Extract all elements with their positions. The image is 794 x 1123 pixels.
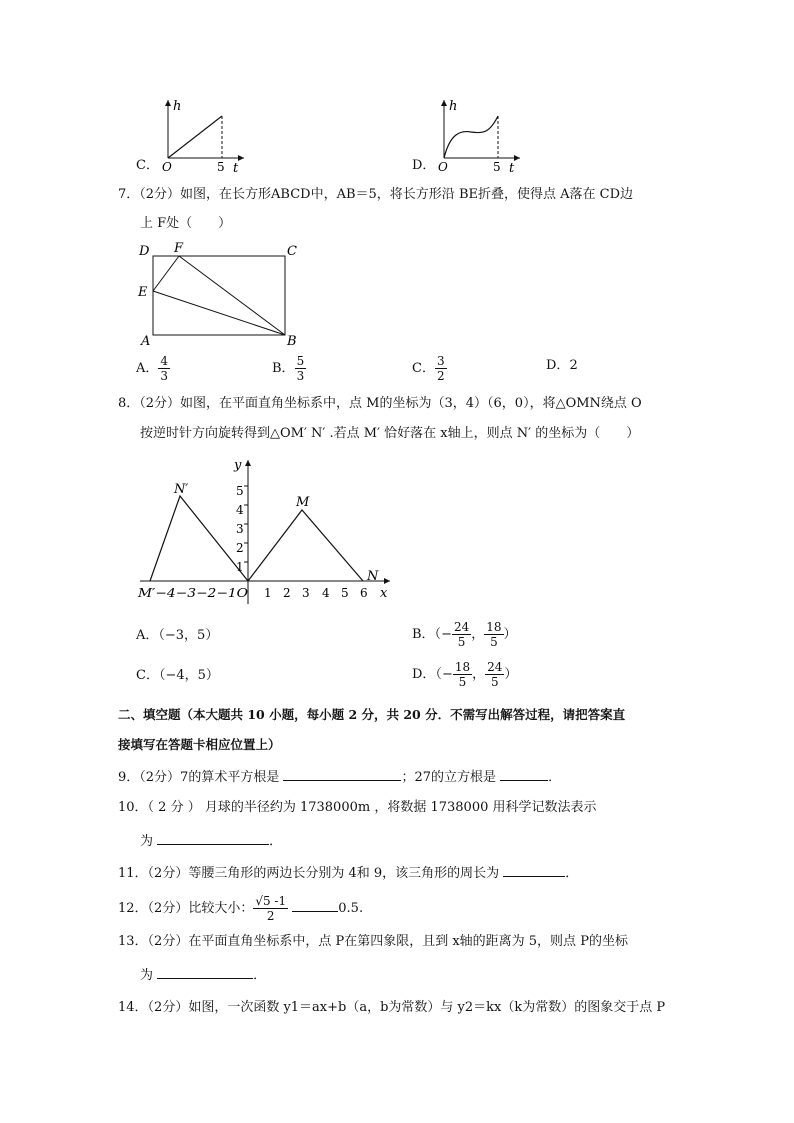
q6-option-d-label: D． [412, 158, 436, 173]
q12-blank[interactable] [292, 897, 338, 912]
q8-option-d: D．（− $\frac{18}{5}$ ， $\frac{24}{5}$ ） [412, 660, 518, 689]
q8-ytick-1: 1 [236, 560, 244, 574]
q8-option-b: B．（− $\frac{24}{5}$ ， $\frac{18}{5}$ ） [412, 620, 517, 649]
q7-option-d: D．2 [546, 358, 578, 373]
q8-xtick-4: 4 [322, 586, 330, 600]
q7-stem-line2: 上 F处（ ） [140, 216, 232, 231]
q13-line2: 为 ． [140, 964, 266, 986]
q7-label-e: E [138, 285, 148, 300]
q6c-tick: 5 [217, 160, 225, 174]
q6c-origin: O [162, 160, 172, 174]
q6d-x-label: t [509, 161, 515, 176]
q7-option-a: A． $\frac{4}{3}$ [136, 354, 169, 383]
q6d-y-label: h [449, 99, 458, 114]
q8-xtick-2: 2 [283, 586, 291, 600]
q10-blank[interactable] [157, 830, 269, 845]
q7-label-b: B [287, 334, 297, 348]
q8-label-n-prime: N′ [174, 482, 189, 497]
q14-line1: 14．（2分）如图，一次函数 y1＝ax+b（a，b为常数）与 y2＝kx（k为常数）的图象交于点 P [118, 1000, 666, 1015]
q10-line2: 为 ． [140, 830, 282, 852]
q8-coordinate-figure [130, 452, 400, 612]
q7-label-d: D [139, 244, 150, 259]
q8-stem-line2: 按逆时针方向旋转得到△OM′ N′ .若点 M′ 恰好落在 x轴上，则点 N′ 的坐标为（ ） [140, 426, 640, 441]
q9: 9．（2分）7的算术平方根是 ；27的立方根是 ． [118, 766, 561, 788]
q8-option-c: C．（−4，5） [136, 668, 219, 683]
q9-blank-2[interactable] [500, 766, 548, 781]
q7-rectangle-figure [134, 238, 304, 348]
q6d-tick: 5 [493, 160, 501, 174]
q8-xtick-6: 6 [360, 586, 368, 600]
q8-ytick-2: 2 [236, 541, 244, 555]
q8-xtick-1: 1 [264, 586, 272, 600]
q7-label-a: A [141, 334, 151, 348]
q7-label-c: C [287, 244, 297, 259]
q6d-origin: O [438, 160, 448, 174]
q11: 11．（2分）等腰三角形的两边长分别为 4和 9，该三角形的周长为 ． [118, 862, 578, 884]
q7-stem-line1: 7．（2分）如图，在长方形ABCD中，AB＝5，将长方形沿 BE折叠，使得点 A落在 CD边 [118, 187, 634, 202]
q11-blank[interactable] [503, 862, 565, 877]
section2-heading-line1: 二、填空题（本大题共 10 小题，每小题 2 分，共 20 分．不需写出解答过程，请把答案直 [118, 707, 626, 722]
q7-label-f: F [174, 241, 184, 256]
q8-ytick-3: 3 [236, 522, 244, 536]
section2-heading-line2: 接填写在答题卡相应位置上） [118, 737, 281, 752]
q6c-x-label: t [233, 161, 239, 176]
q6-graph-c [150, 96, 250, 176]
q6c-y-label: h [173, 99, 182, 114]
q8-ytick-5: 5 [236, 484, 244, 498]
q8-xtick-3: 3 [302, 586, 310, 600]
q8-xticks-negative: M′−4−3−2−1O [136, 586, 249, 600]
q8-x-label: x [380, 586, 388, 601]
q10-line1: 10．（ 2 分 ） 月球的半径约为 1738000m ，将数据 1738000 用科学记数法表示 [118, 800, 597, 815]
q6-graph-d [426, 96, 526, 176]
q8-y-label: y [234, 458, 242, 473]
q8-xtick-5: 5 [341, 586, 349, 600]
q9-blank-1[interactable] [283, 766, 401, 781]
q13-blank[interactable] [157, 964, 253, 979]
q8-stem-line1: 8．（2分）如图，在平面直角坐标系中，点 M的坐标为（3，4）（6，0），将△OMN绕点 O [118, 396, 642, 411]
q8-option-a: A．（−3，5） [136, 628, 219, 643]
q7-option-c: C． $\frac{3}{2}$ [412, 354, 445, 383]
q8-label-m: M [296, 495, 310, 510]
q12: 12．（2分）比较大小： $\frac{√5 -1}{2}$ 0.5. [118, 894, 364, 923]
q6-option-c-label: C． [136, 158, 159, 173]
q13-line1: 13．（2分）在平面直角坐标系中，点 P在第四象限，且到 x轴的距离为 5，则点 P的坐标 [118, 934, 628, 949]
q8-label-n: N [367, 569, 379, 584]
q8-ytick-4: 4 [236, 503, 244, 517]
q7-option-b: B． $\frac{5}{3}$ [272, 354, 305, 383]
